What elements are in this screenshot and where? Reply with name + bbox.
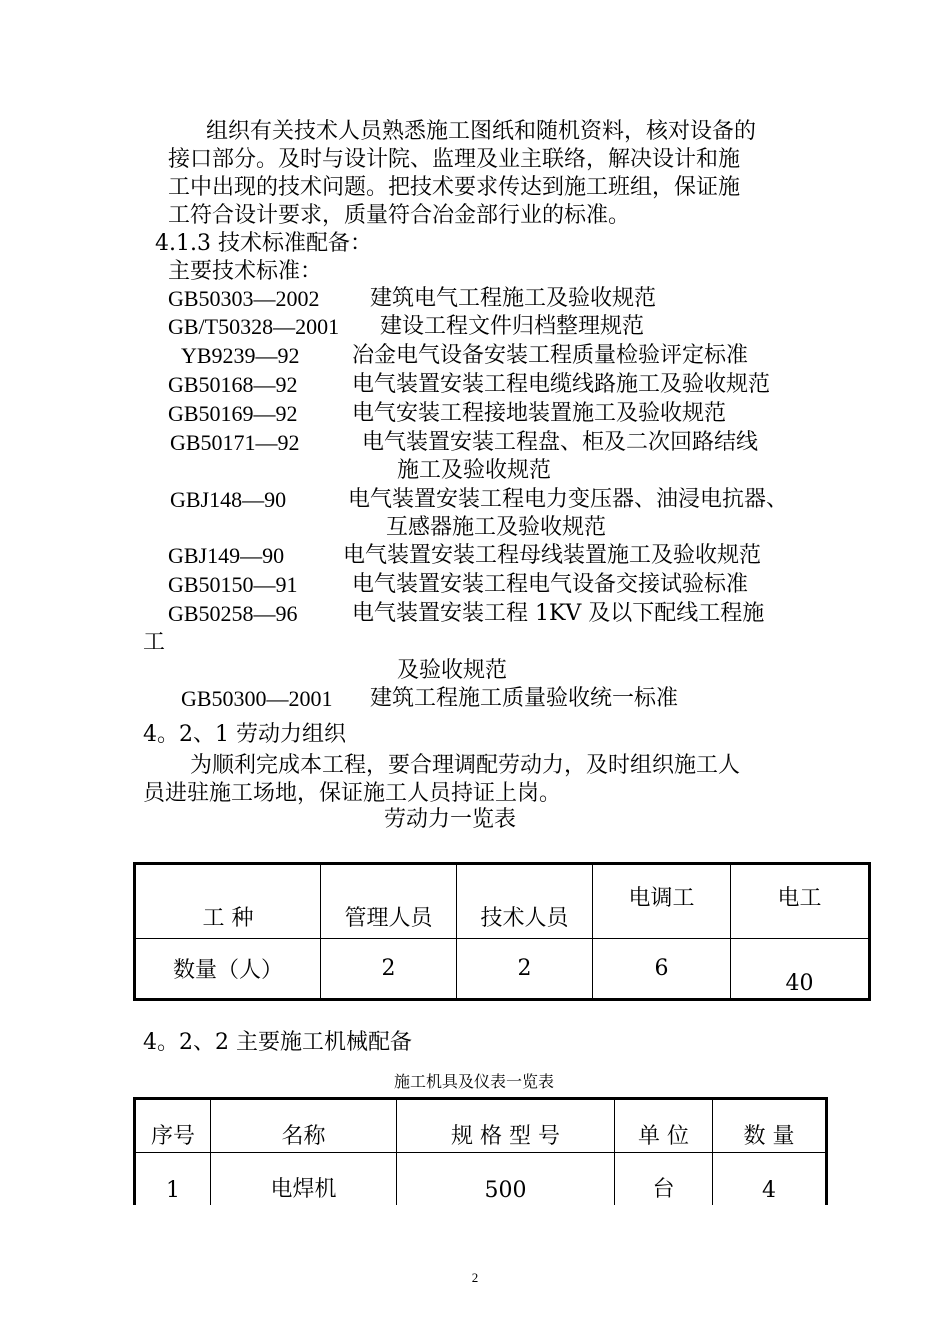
- header-cell: 名称: [211, 1099, 397, 1153]
- table-header-row: [135, 864, 870, 939]
- table-row: [135, 1153, 827, 1206]
- standards-heading: 主要技术标准：: [168, 259, 323, 284]
- table-cell: 4: [713, 1153, 827, 1206]
- standard-title: 建筑电气工程施工及验收规范: [370, 286, 657, 311]
- standard-code: YB9239—92: [181, 343, 300, 368]
- section-4-1-3-heading: 4.1.3 技术标准配备：: [155, 231, 372, 256]
- equipment-table: [133, 1097, 828, 1205]
- standard-title-cont: 互感器施工及验收规范: [386, 515, 607, 540]
- standard-code: GB50258—96: [168, 601, 298, 626]
- intro-line-4: 工符合设计要求，质量符合冶金部行业的标准。: [168, 203, 631, 228]
- table-header-row: [135, 1099, 827, 1153]
- header-cell: 技术人员: [457, 864, 593, 939]
- standard-code: GB50169—92: [168, 401, 298, 426]
- table-cell: 40: [731, 939, 870, 1000]
- standard-title: 电气装置安装工程电力变压器、油浸电抗器、: [348, 487, 789, 512]
- standard-title: 电气装置安装工程盘、柜及二次回路结线: [362, 430, 759, 455]
- section-4-2-1-heading: 4。2、1 劳动力组织: [143, 722, 346, 747]
- intro-line-2: 接口部分。及时与设计院、监理及业主联络，解决设计和施: [168, 147, 741, 172]
- table-cell: 2: [457, 939, 593, 1000]
- standard-title: 电气装置安装工程电气设备交接试验标准: [352, 572, 749, 597]
- header-cell: 工 种: [135, 864, 321, 939]
- standard-title-wrap: 工: [143, 630, 166, 655]
- labor-para-line-2: 员进驻施工场地，保证施工人员持证上岗。: [143, 781, 562, 806]
- header-cell: 规 格 型 号: [397, 1099, 615, 1153]
- table-cell: 数量（人）: [135, 939, 321, 1000]
- standard-title: 电气安装工程接地装置施工及验收规范: [352, 401, 727, 426]
- labor-table-caption: 劳动力一览表: [384, 807, 517, 832]
- standard-code: GB50168—92: [168, 372, 298, 397]
- standard-title: 电气装置安装工程电缆线路施工及验收规范: [352, 372, 771, 397]
- header-cell: 电调工: [593, 864, 731, 939]
- standard-code: GB50300—2001: [181, 686, 333, 711]
- table-cell: 2: [321, 939, 457, 1000]
- header-cell: 序号: [135, 1099, 211, 1153]
- table-cell: 台: [615, 1153, 713, 1206]
- standard-title-cont: 及验收规范: [397, 658, 508, 683]
- standard-title-cont: 施工及验收规范: [397, 458, 552, 483]
- header-cell: 数 量: [713, 1099, 827, 1153]
- standard-code: GBJ148—90: [170, 487, 287, 512]
- header-cell: 管理人员: [321, 864, 457, 939]
- standard-title: 电气装置安装工程母线装置施工及验收规范: [343, 543, 762, 568]
- standard-code: GB50150—91: [168, 572, 298, 597]
- header-cell: 电工: [731, 864, 870, 939]
- header-cell: 单 位: [615, 1099, 713, 1153]
- standard-code: GBJ149—90: [168, 543, 285, 568]
- labor-para-line-1: 为顺利完成本工程，要合理调配劳动力，及时组织施工人: [190, 753, 741, 778]
- standard-title: 电气装置安装工程 1KV 及以下配线工程施: [352, 601, 765, 626]
- standard-code: GB/T50328—2001: [168, 314, 340, 339]
- table-row: [135, 939, 870, 1000]
- equip-table-caption: 施工机具及仪表一览表: [394, 1072, 555, 1091]
- table-cell: 6: [593, 939, 731, 1000]
- section-4-2-2-heading: 4。2、2 主要施工机械配备: [143, 1030, 412, 1055]
- standard-title: 建设工程文件归档整理规范: [380, 314, 645, 339]
- page-number: 2: [471, 1270, 479, 1285]
- intro-line-3: 工中出现的技术问题。把技术要求传达到施工班组，保证施: [168, 175, 741, 200]
- table-cell: 1: [135, 1153, 211, 1206]
- labor-table: [133, 862, 871, 1001]
- standard-title: 建筑工程施工质量验收统一标准: [370, 686, 679, 711]
- intro-line-1: 组织有关技术人员熟悉施工图纸和随机资料，核对设备的: [206, 119, 757, 144]
- standard-code: GB50303—2002: [168, 286, 320, 311]
- table-cell: 500: [397, 1153, 615, 1206]
- standard-title: 冶金电气设备安装工程质量检验评定标准: [352, 343, 749, 368]
- table-cell: 电焊机: [211, 1153, 397, 1206]
- standard-code: GB50171—92: [170, 430, 300, 455]
